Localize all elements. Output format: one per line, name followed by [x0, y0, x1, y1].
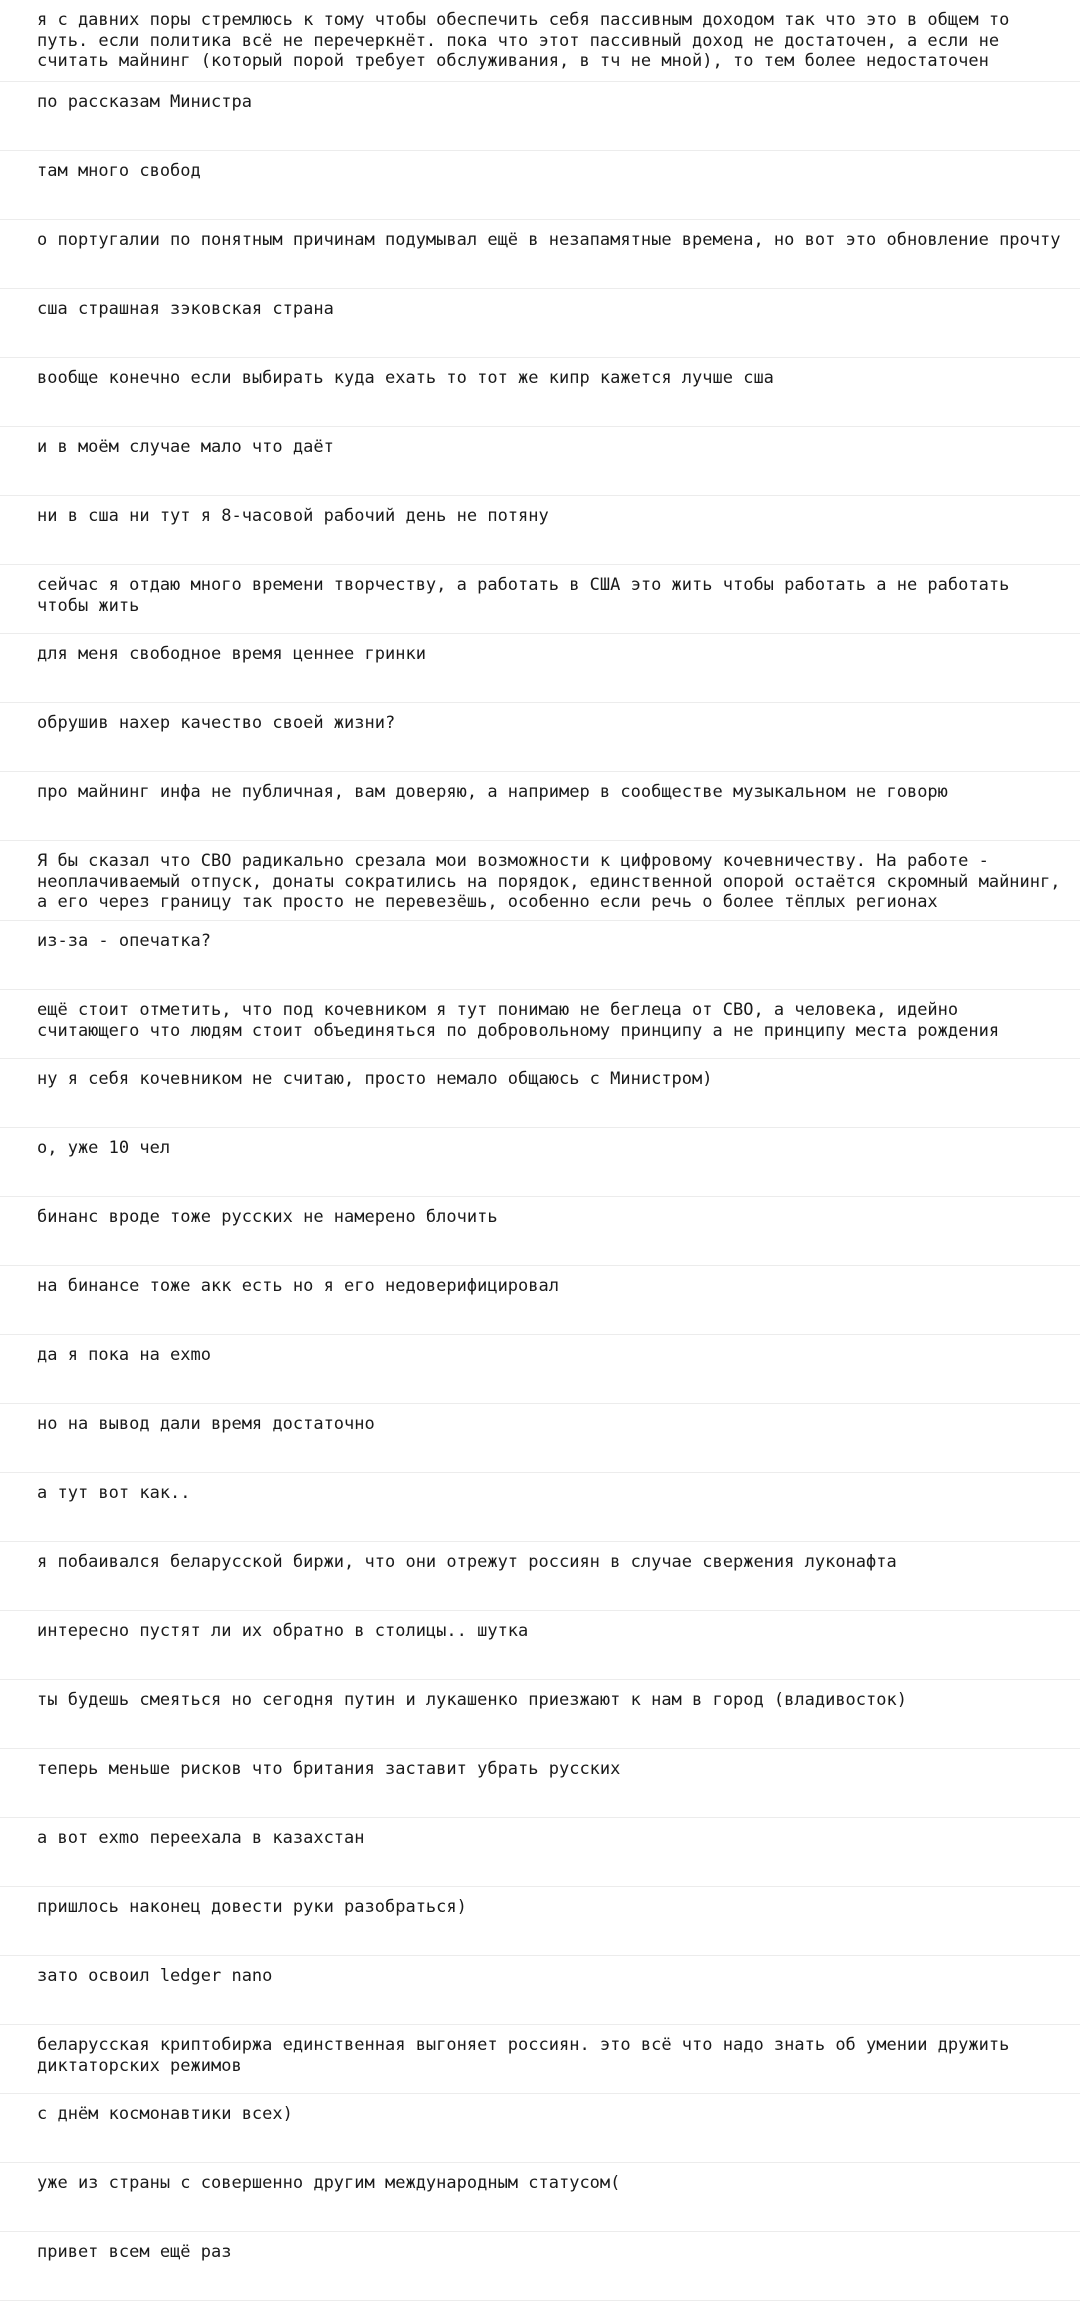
message-item: пришлось наконец довести руки разобраться): [0, 1887, 1080, 1956]
message-item: привет всем ещё раз: [0, 2232, 1080, 2301]
message-item: ни в сша ни тут я 8-часовой рабочий день не потяну: [0, 496, 1080, 565]
message-item: теперь меньше рисков что британия заставит убрать русских: [0, 1749, 1080, 1818]
message-item: а вот exmo переехала в казахстан: [0, 1818, 1080, 1887]
message-item: Я бы сказал что СВО радикально срезала мои возможности к цифровому кочевничеству. На работе - неоплачиваемый отпуск, донаты сократились на порядок, единственной опорой остаётся скромный майнинг, а его через границу так просто не перевезёшь, особенно если речь о более тёплых регионах: [0, 841, 1080, 921]
message-item: уже из страны с совершенно другим международным статусом(: [0, 2163, 1080, 2232]
message-item: о португалии по понятным причинам подумывал ещё в незапамятные времена, но вот это обновление прочту: [0, 220, 1080, 289]
message-item: вообще конечно если выбирать куда ехать то тот же кипр кажется лучше сша: [0, 358, 1080, 427]
message-item: я побаивался беларусской биржи, что они отрежут россиян в случае свержения луконафта: [0, 1542, 1080, 1611]
message-item: бинанс вроде тоже русских не намерено блочить: [0, 1197, 1080, 1266]
message-item: а тут вот как..: [0, 1473, 1080, 1542]
message-item: я с давних поры стремлюсь к тому чтобы обеспечить себя пассивным доходом так что это в общем то путь. если политика всё не перечеркнёт. пока что этот пассивный доход не достаточен, а если не считать майнинг (который порой требует обслуживания, в тч не мной), то тем более недостаточен: [0, 0, 1080, 82]
message-item: про майнинг инфа не публичная, вам доверяю, а например в сообществе музыкальном не говорю: [0, 772, 1080, 841]
message-item: на бинансе тоже акк есть но я его недоверифицировал: [0, 1266, 1080, 1335]
message-item: беларусская криптобиржа единственная выгоняет россиян. это всё что надо знать об умении дружить диктаторских режимов: [0, 2025, 1080, 2094]
message-item: для меня свободное время ценнее гринки: [0, 634, 1080, 703]
message-item: обрушив нахер качество своей жизни?: [0, 703, 1080, 772]
message-item: да я пока на exmo: [0, 1335, 1080, 1404]
message-item: о, уже 10 чел: [0, 1128, 1080, 1197]
message-item: сша страшная зэковская страна: [0, 289, 1080, 358]
message-item: ты будешь смеяться но сегодня путин и лукашенко приезжают к нам в город (владивосток): [0, 1680, 1080, 1749]
message-item: из-за - опечатка?: [0, 921, 1080, 990]
message-item: ну я себя кочевником не считаю, просто немало общаюсь с Министром): [0, 1059, 1080, 1128]
message-item: сейчас я отдаю много времени творчеству, а работать в США это жить чтобы работать а не работать чтобы жить: [0, 565, 1080, 634]
message-item: с днём космонавтики всех): [0, 2094, 1080, 2163]
message-item: но на вывод дали время достаточно: [0, 1404, 1080, 1473]
message-item: и в моём случае мало что даёт: [0, 427, 1080, 496]
message-item: зато освоил ledger nano: [0, 1956, 1080, 2025]
message-item: ещё стоит отметить, что под кочевником я тут понимаю не беглеца от СВО, а человека, идейно считающего что людям стоит объединяться по добровольному принципу а не принципу места рождения: [0, 990, 1080, 1059]
message-item: интересно пустят ли их обратно в столицы.. шутка: [0, 1611, 1080, 1680]
message-item: по рассказам Министра: [0, 82, 1080, 151]
message-item: там много свобод: [0, 151, 1080, 220]
